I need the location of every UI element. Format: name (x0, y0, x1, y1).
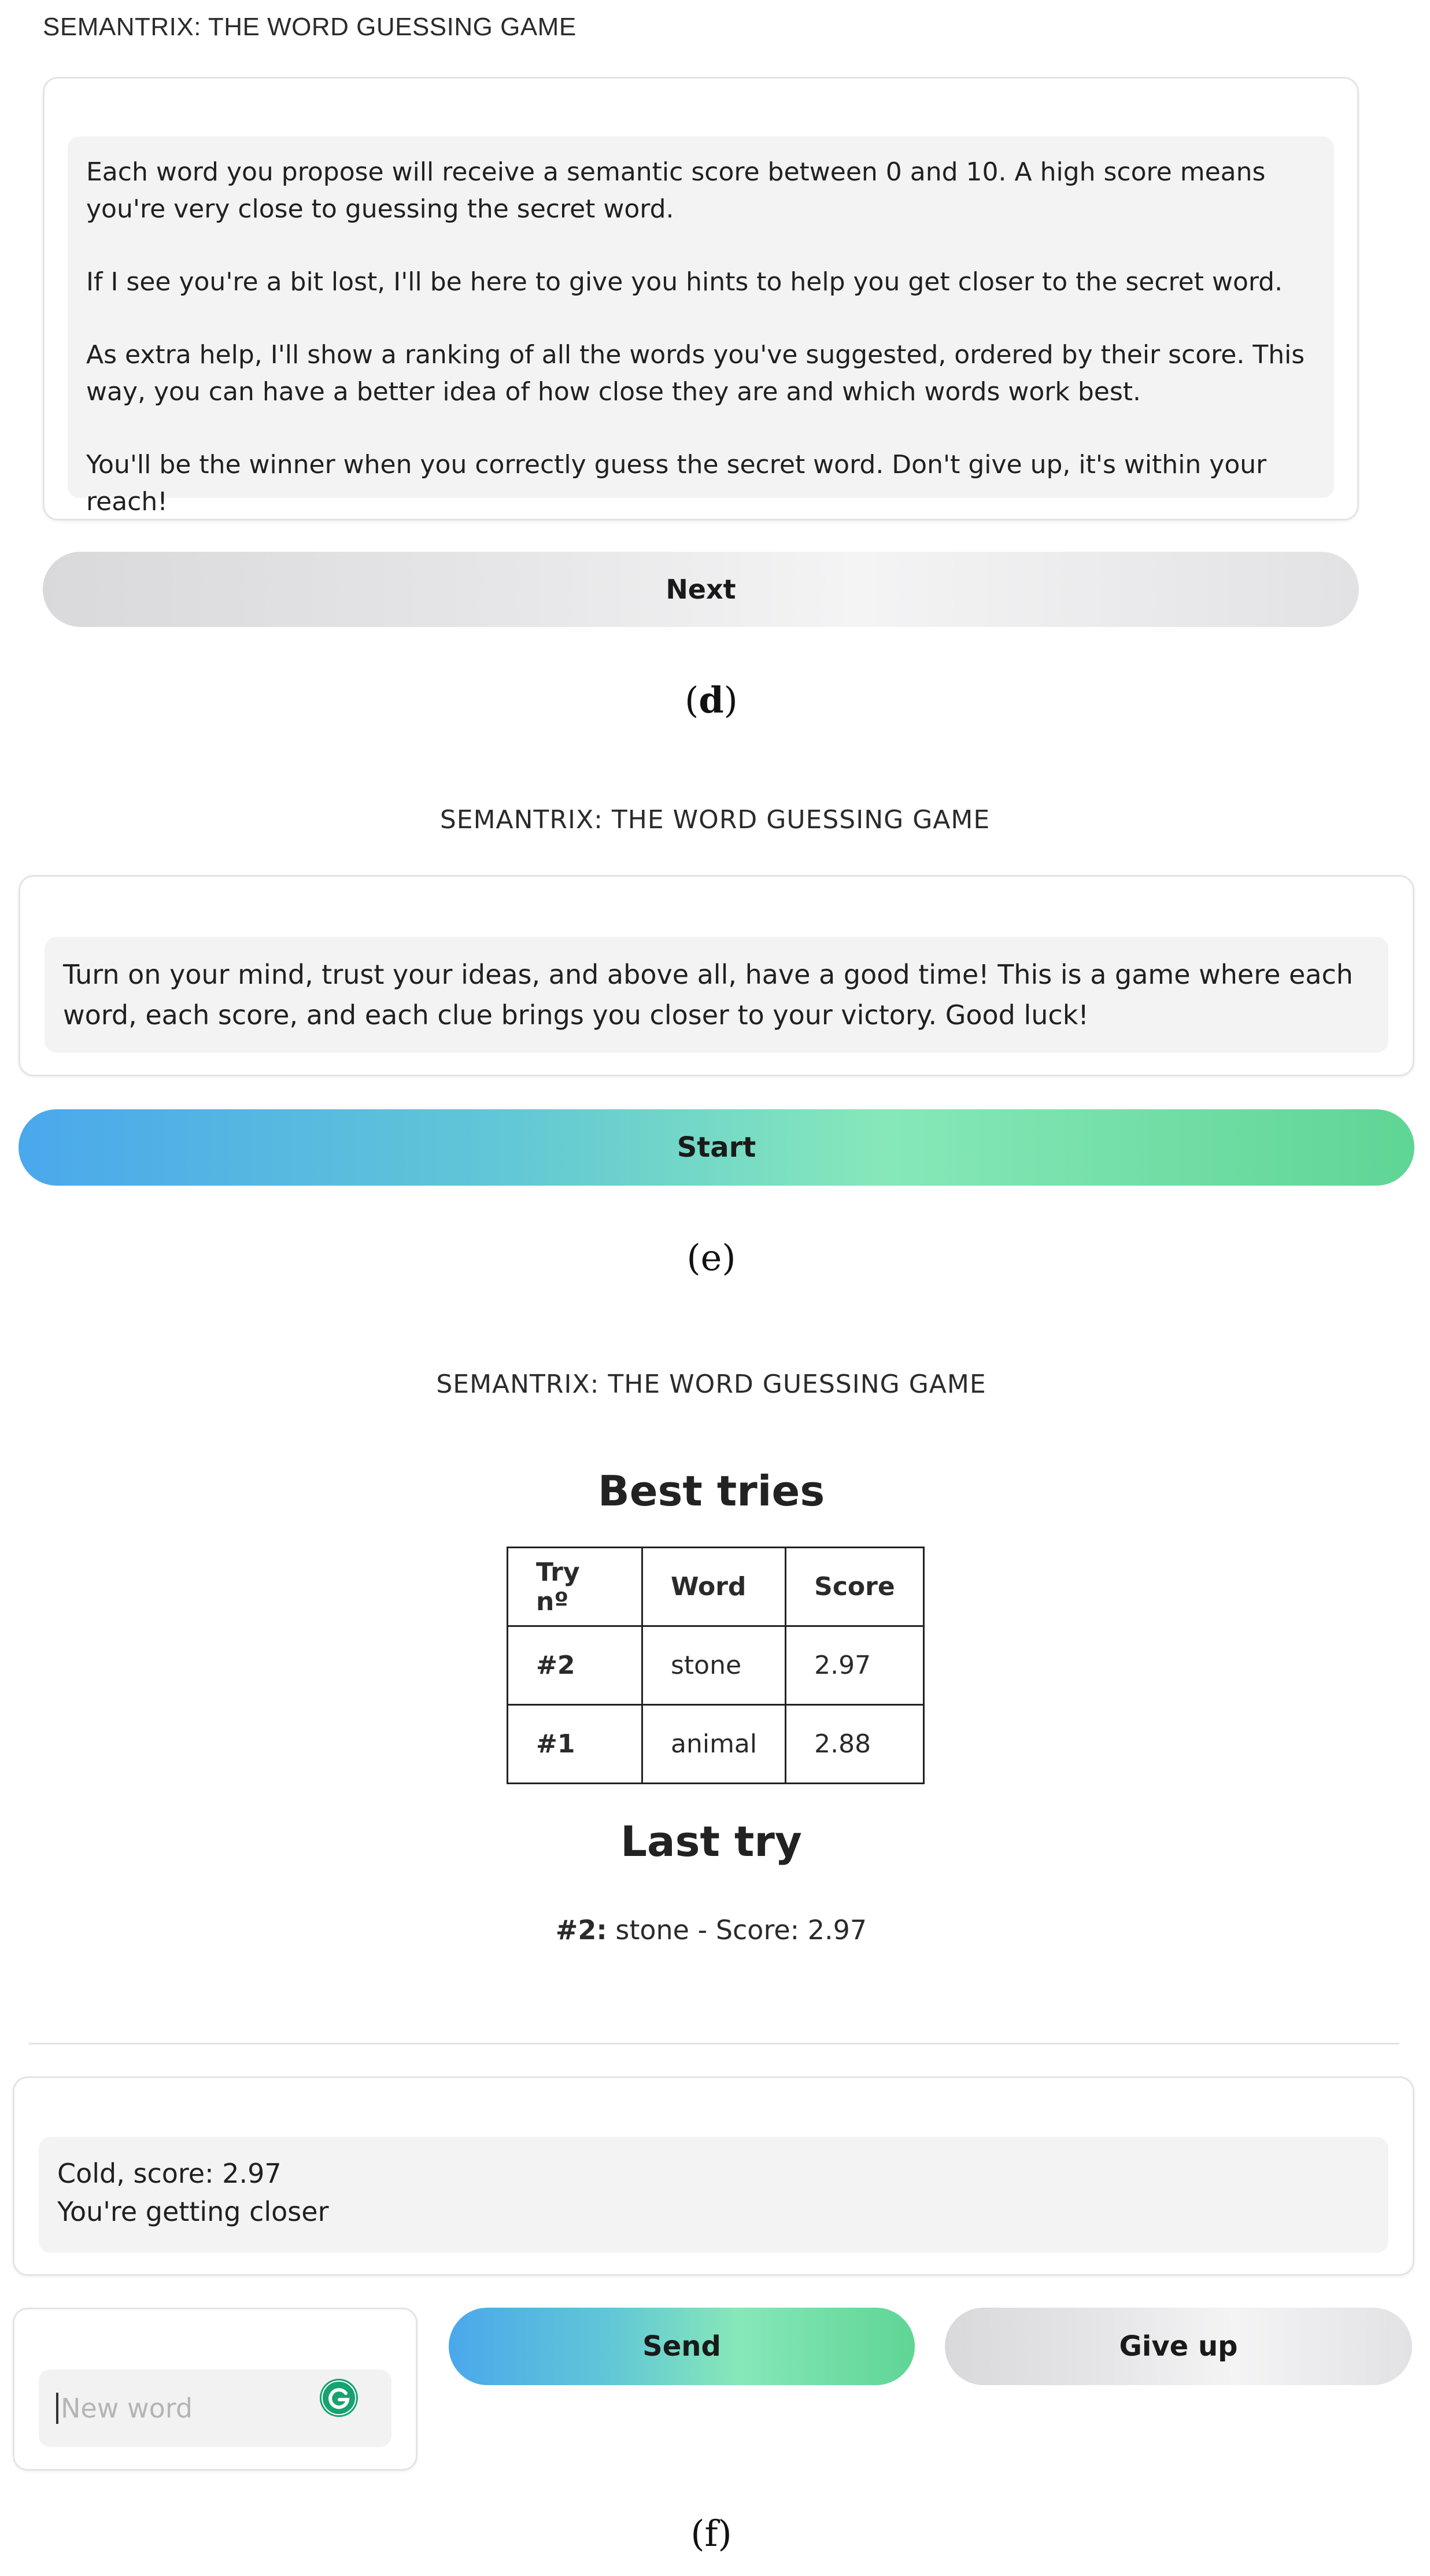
app-title: SEMANTRIX: THE WORD GUESSING GAME (436, 1370, 986, 1399)
last-try-number: #2: (555, 1914, 607, 1946)
instructions-message (68, 136, 1334, 516)
app-title: SEMANTRIX: THE WORD GUESSING GAME (43, 13, 577, 41)
grammarly-g-icon[interactable] (319, 2378, 359, 2418)
last-try-heading: Last try (620, 1817, 802, 1866)
table-row (508, 1705, 924, 1784)
last-try-text: stone - Score: 2.97 (607, 1914, 867, 1946)
new-word-input[interactable] (56, 2393, 332, 2424)
caption-paren-close: ) (723, 679, 738, 721)
start-button[interactable]: Start (19, 1109, 1414, 1186)
word-input-card (13, 2308, 417, 2471)
column-header-try: Try nº (508, 1548, 642, 1626)
next-button[interactable]: Next (43, 552, 1359, 627)
welcome-card (19, 875, 1414, 1076)
instructions-card (43, 77, 1359, 521)
cell-word: animal (642, 1705, 786, 1784)
instruction-paragraph: As extra help, I'll show a ranking of all the words you've suggested, ordered by their score. This way, you can have a better idea of how close they are and which words work best. (86, 340, 1305, 407)
give-up-button[interactable]: Give up (945, 2308, 1412, 2385)
caption-paren-open: ( (685, 679, 699, 721)
cell-score: 2.88 (786, 1705, 924, 1784)
cell-score: 2.97 (786, 1626, 924, 1705)
send-button[interactable]: Send (449, 2308, 915, 2385)
best-tries-heading: Best tries (597, 1467, 825, 1515)
figure-caption-e: (e) (686, 1237, 736, 1279)
feedback-score-line: Cold, score: 2.97 (57, 2158, 282, 2189)
instruction-paragraph: Each word you propose will receive a semantic score between 0 and 10. A high score means you're very close to guessing the secret word. (86, 157, 1266, 224)
welcome-message: Turn on your mind, trust your ideas, and above all, have a good time! This is a game where each word, each score, and each clue brings you closer to your victory. Good luck! (45, 937, 1388, 1053)
column-header-score: Score (786, 1548, 924, 1626)
divider (29, 2043, 1399, 2044)
figure-caption-d (0, 679, 1422, 721)
caption-letter: d (699, 679, 724, 721)
feedback-card (13, 2076, 1414, 2276)
column-header-word: Word (642, 1548, 786, 1626)
cell-try: #2 (508, 1626, 642, 1705)
cell-word: stone (642, 1626, 786, 1705)
figure-caption-f: (f) (690, 2512, 732, 2555)
best-tries-table (507, 1547, 925, 1784)
feedback-hint-line: You're getting closer (57, 2196, 329, 2227)
instruction-paragraph: If I see you're a bit lost, I'll be here to give you hints to help you get closer to the secret word. (86, 267, 1283, 297)
instruction-paragraph: You'll be the winner when you correctly guess the secret word. Don't give up, it's within your reach! (86, 450, 1267, 516)
app-title: SEMANTRIX: THE WORD GUESSING GAME (439, 805, 991, 835)
feedback-message (39, 2137, 1388, 2253)
table-header-row (508, 1548, 924, 1626)
last-try-summary (0, 1914, 1422, 1946)
table-row (508, 1626, 924, 1705)
cell-try: #1 (508, 1705, 642, 1784)
word-input-wrapper (39, 2370, 391, 2447)
